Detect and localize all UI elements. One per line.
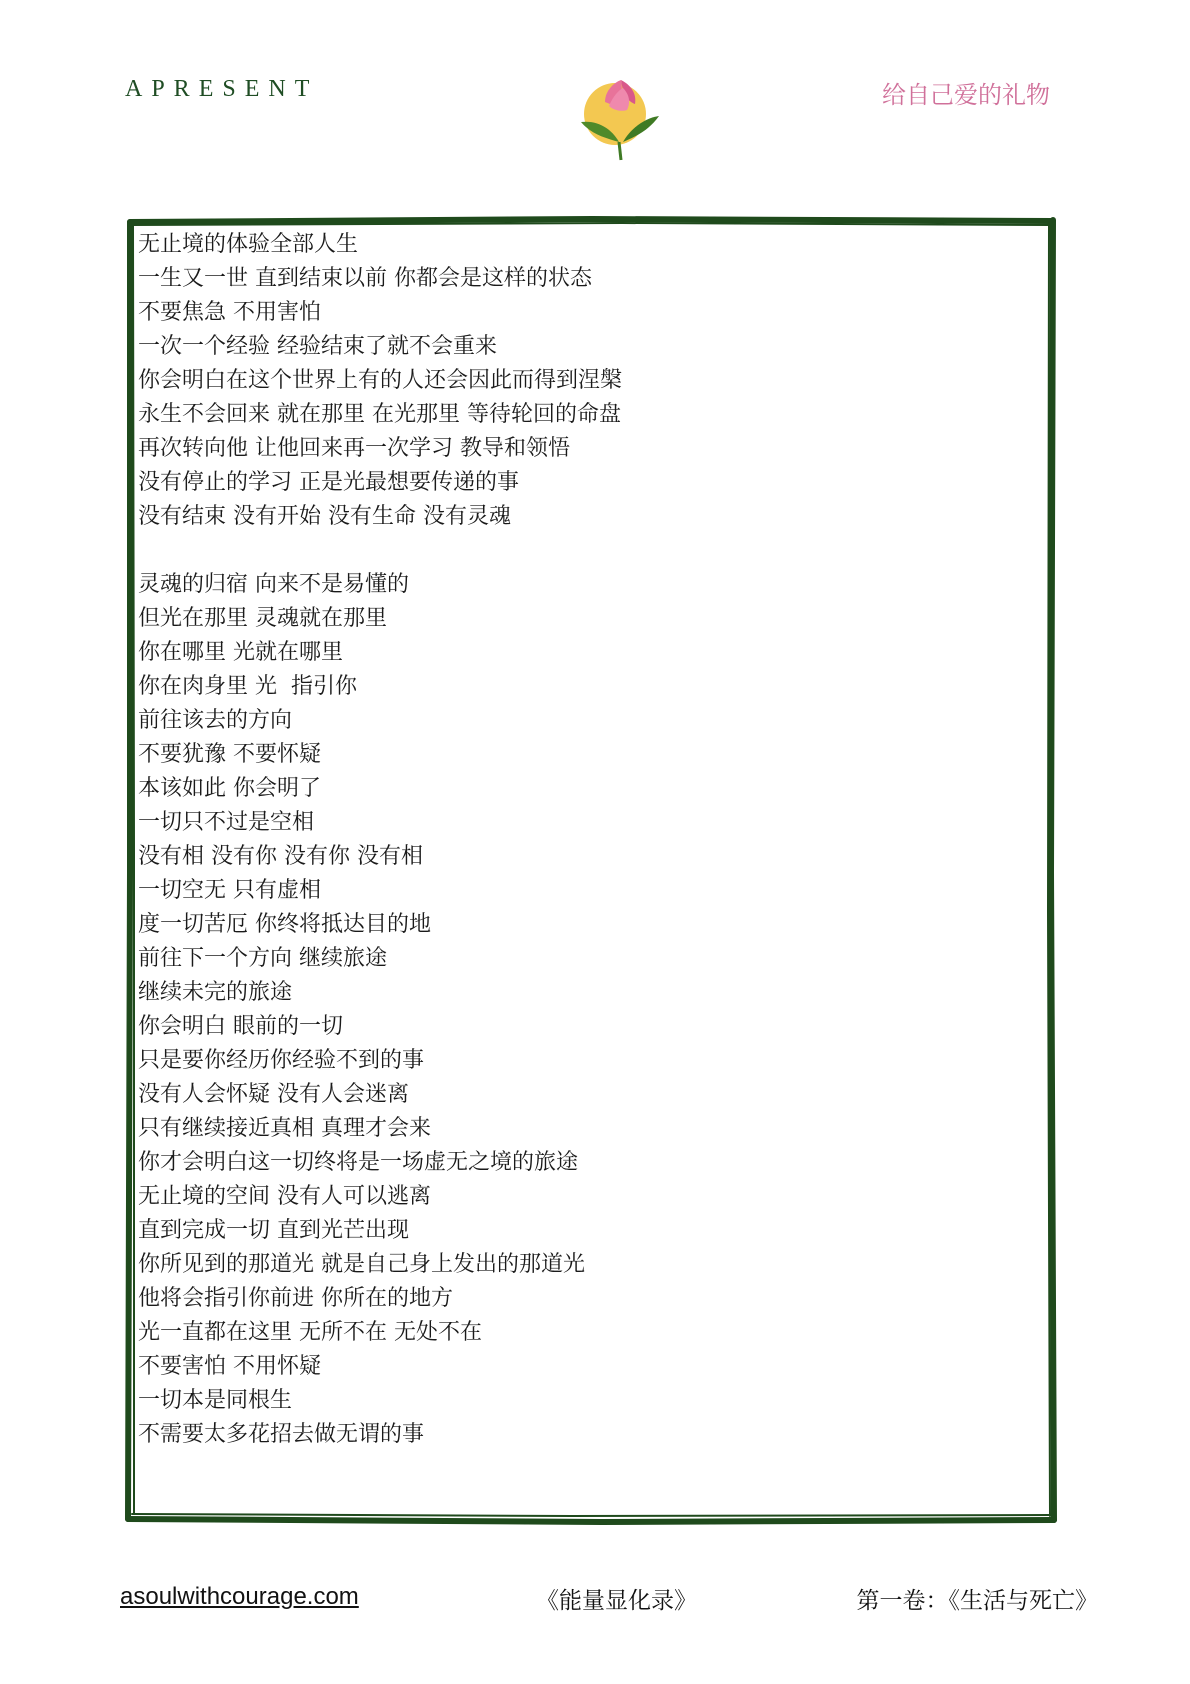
volume-title: 第一卷：《生活与死亡》 (856, 1588, 1098, 1614)
poem-line: 没有相 没有你 没有你 没有相 (138, 844, 423, 869)
poem-line: 你才会明白这一切终将是一场虚无之境的旅途 (138, 1150, 579, 1175)
poem-line: 一生又一世 直到结束以前 你都会是这样的状态 (138, 266, 592, 291)
poem-line: 永生不会回来 就在那里 在光那里 等待轮回的命盘 (138, 402, 621, 427)
poem-body (138, 228, 1018, 1452)
brand-title: APRESENT (125, 76, 319, 102)
stanza-break (138, 534, 1018, 568)
poem-line: 你在哪里 光就在哪里 (138, 640, 343, 665)
poem-line: 他将会指引你前进 你所在的地方 (138, 1286, 453, 1311)
poem-line: 你在肉身里 光 指引你 (138, 674, 357, 699)
poem-line: 一次一个经验 经验结束了就不会重来 (138, 334, 497, 359)
poem-line: 不要犹豫 不要怀疑 (138, 742, 321, 767)
poem-line: 不需要太多花招去做无谓的事 (138, 1422, 425, 1447)
poem-line: 一切只不过是空相 (138, 810, 315, 835)
poem-line: 没有结束 没有开始 没有生命 没有灵魂 (138, 504, 511, 529)
poem-line: 你会明白在这个世界上有的人还会因此而得到涅槃 (138, 368, 623, 393)
poem-line: 灵魂的归宿 向来不是易懂的 (138, 572, 409, 597)
poem-line: 一切本是同根生 (138, 1388, 293, 1413)
poem-line: 前往该去的方向 (138, 708, 293, 733)
poem-line: 继续未完的旅途 (138, 980, 293, 1005)
poem-line: 直到完成一切 直到光芒出现 (138, 1218, 409, 1243)
poem-line: 你会明白 眼前的一切 (138, 1014, 343, 1039)
poem-line: 没有停止的学习 正是光最想要传递的事 (138, 470, 519, 495)
poem-line: 但光在那里 灵魂就在那里 (138, 606, 387, 631)
poem-line: 只是要你经历你经验不到的事 (138, 1048, 425, 1073)
website-link[interactable]: asoulwithcourage.com (120, 1583, 359, 1610)
poem-line: 无止境的空间 没有人可以逃离 (138, 1184, 431, 1209)
poem-line: 本该如此 你会明了 (138, 776, 321, 801)
poem-line: 不要焦急 不用害怕 (138, 300, 321, 325)
poem-line: 度一切苦厄 你终将抵达目的地 (138, 912, 431, 937)
poem-line: 只有继续接近真相 真理才会来 (138, 1116, 431, 1141)
poem-line: 不要害怕 不用怀疑 (138, 1354, 321, 1379)
poem-line: 一切空无 只有虚相 (138, 878, 321, 903)
lotus-logo-icon (575, 72, 667, 164)
tagline: 给自己爱的礼物 (882, 81, 1050, 109)
poem-line: 前往下一个方向 继续旅途 (138, 946, 387, 971)
book-title: 《能量显化录》 (536, 1588, 697, 1614)
poem-line: 再次转向他 让他回来再一次学习 教导和领悟 (138, 436, 570, 461)
poem-line: 无止境的体验全部人生 (138, 232, 359, 257)
poem-line: 你所见到的那道光 就是自己身上发出的那道光 (138, 1252, 585, 1277)
poem-line: 没有人会怀疑 没有人会迷离 (138, 1082, 409, 1107)
poem-line: 光一直都在这里 无所不在 无处不在 (138, 1320, 482, 1345)
